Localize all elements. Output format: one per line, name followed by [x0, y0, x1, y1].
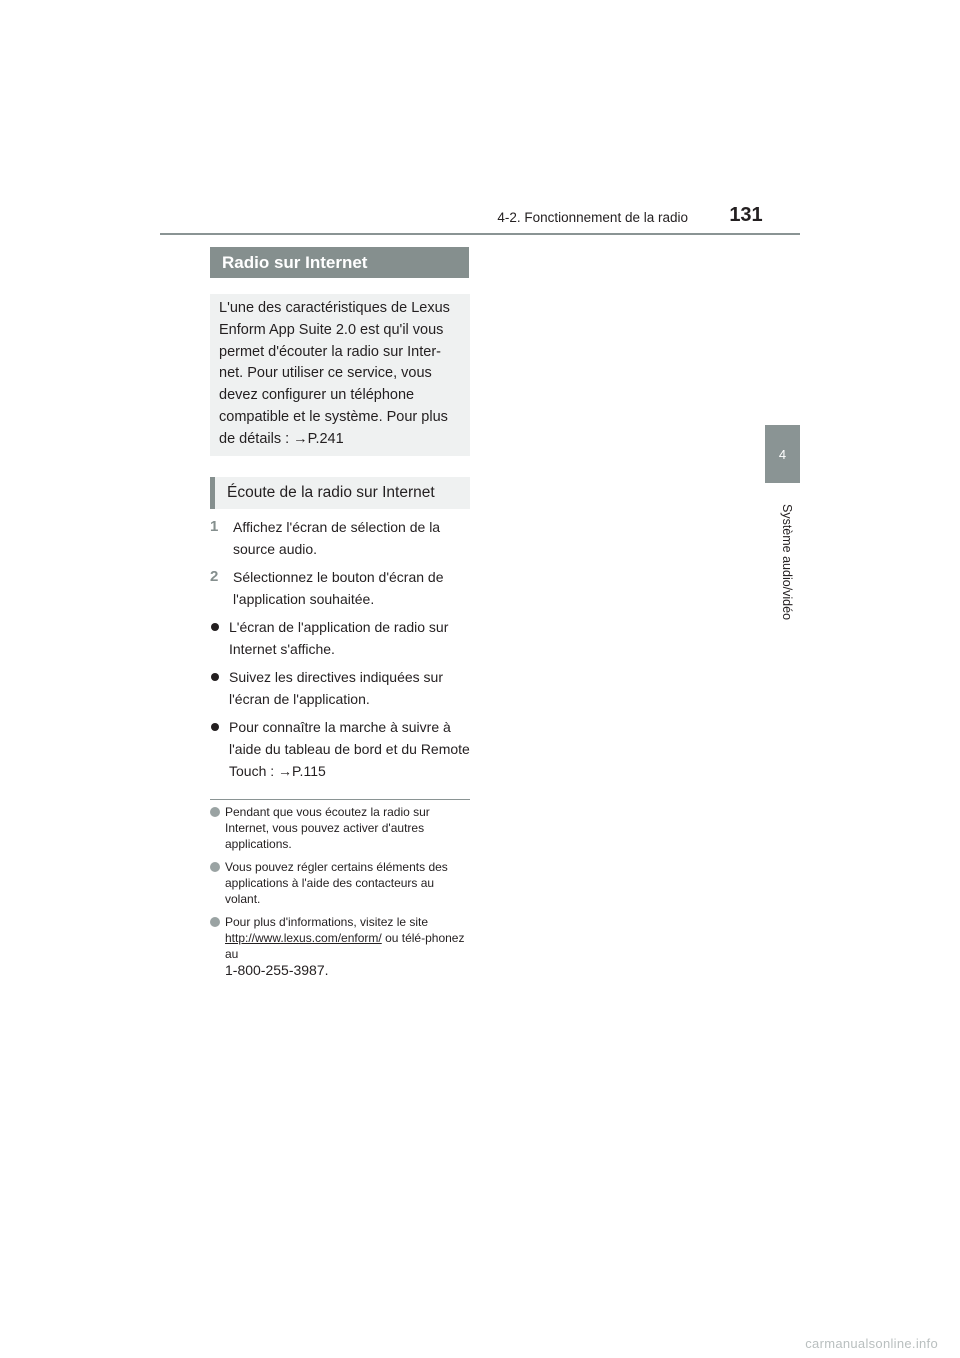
chapter-tab: [765, 425, 800, 483]
note-item: [210, 914, 472, 979]
note-item: [210, 804, 472, 852]
step-text: Sélectionnez le bouton d'écran de l'application souhaitée.: [233, 569, 444, 607]
note-dot-icon: [210, 917, 220, 927]
enform-link[interactable]: http://www.lexus.com/enform/: [225, 931, 382, 945]
page-number: 131: [729, 204, 763, 226]
step-item: [210, 516, 472, 560]
section-heading: Radio sur Internet: [210, 247, 469, 278]
bullet-text: L'écran de l'application de radio sur Internet s'affiche.: [229, 619, 449, 657]
chapter-number: 4: [778, 446, 787, 462]
note-text: Vous pouvez régler certains éléments des applications à l'aide des contacteurs au volant.: [225, 860, 448, 906]
notes-list: [210, 804, 472, 986]
bullet-item: [210, 716, 472, 782]
header-section-title: 4-2. Fonctionnement de la radio: [497, 210, 688, 225]
steps-list: [210, 516, 472, 616]
note-text: Pendant que vous écoutez la radio sur Internet, vous pouvez activer d'autres applications.: [225, 805, 430, 851]
step-number: 1: [210, 518, 219, 535]
note-dot-icon: [210, 807, 220, 817]
subsection-heading-text: Écoute de la radio sur Internet: [227, 484, 435, 501]
phone-number: 1-800-255-3987.: [225, 962, 329, 978]
bullet-item: [210, 616, 472, 660]
bullet-item: [210, 666, 472, 710]
chapter-title: Système audio/vidéo: [780, 503, 794, 621]
notes-divider: [210, 799, 470, 800]
note-dot-icon: [210, 862, 220, 872]
note-text-prefix: Pour plus d'informations, visitez le site: [225, 915, 429, 929]
bullet-list: [210, 616, 472, 788]
intro-box: [210, 294, 470, 456]
note-item: [210, 859, 472, 907]
step-number: 2: [210, 568, 219, 585]
header-divider: [160, 233, 800, 235]
intro-text: L'une des caractéristiques de Lexus Enform App Suite 2.0 est qu'il vous permet d'écouter la radio sur Inter-net. Pour utiliser ce service, vous devez configurer un téléphone compatible et le système. Pour plus de détails : →P.241: [219, 300, 450, 447]
watermark: carmanualsonline.info: [805, 1336, 938, 1351]
bullet-text: Suivez les directives indiquées sur l'écran de l'application.: [229, 669, 443, 707]
note-text-suffix: ou télé-phonez au: [225, 931, 465, 961]
bullet-dot-icon: [211, 623, 219, 631]
bullet-dot-icon: [211, 723, 219, 731]
step-item: [210, 566, 472, 610]
bullet-text: Pour connaître la marche à suivre à l'aide du tableau de bord et du Remote Touch : →P.115: [229, 719, 470, 779]
bullet-dot-icon: [211, 673, 219, 681]
subsection-heading: [210, 477, 470, 509]
step-text: Affichez l'écran de sélection de la source audio.: [233, 519, 441, 557]
